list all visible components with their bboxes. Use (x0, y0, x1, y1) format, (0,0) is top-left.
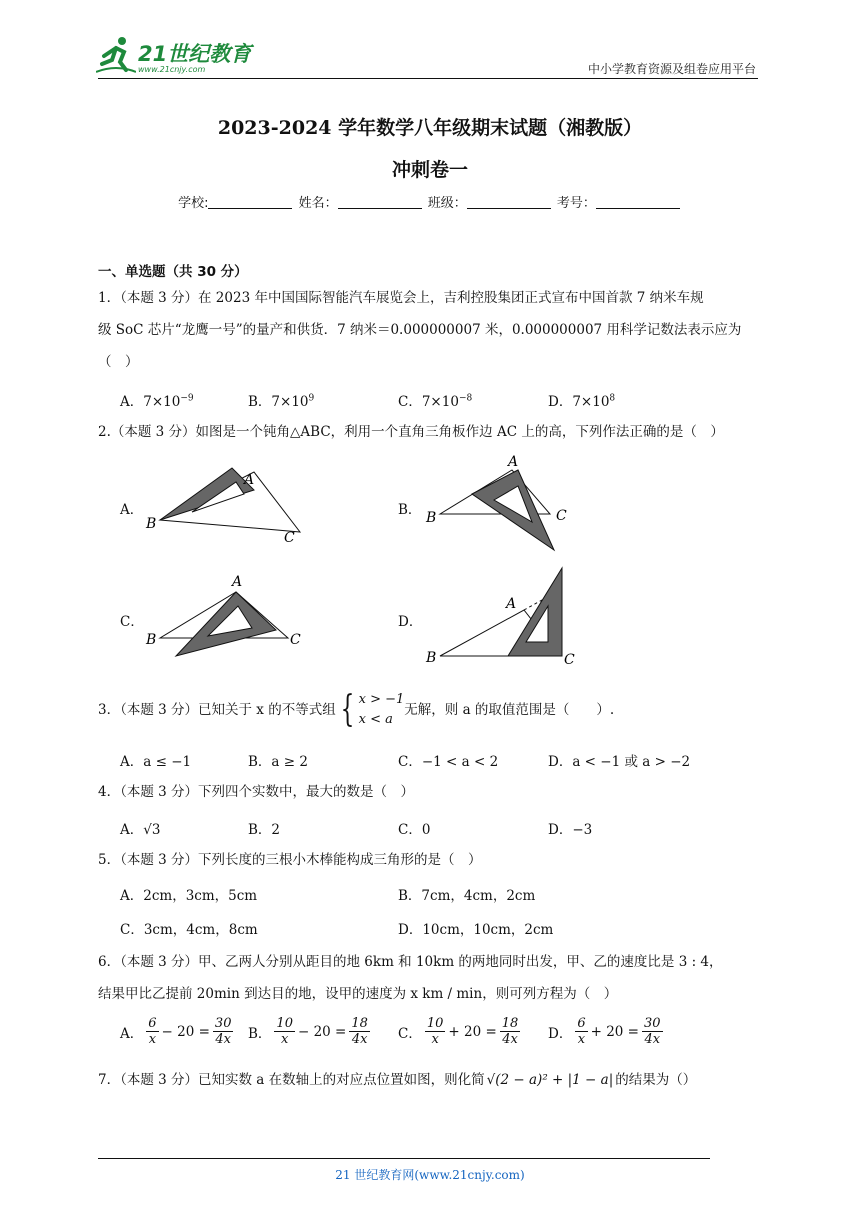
q1-option-a[interactable]: A．$7\times 10^{-9}$ (120, 393, 194, 410)
name-field[interactable] (338, 197, 422, 209)
footer-divider (98, 1158, 710, 1159)
q4-line1: 4．（本题 3 分）下列四个实数中，最大的数是（ ） (98, 784, 415, 800)
logo-text: 21世纪教育 (138, 42, 252, 66)
q5-option-d[interactable]: D．10cm，10cm，2cm (398, 922, 554, 938)
exam-no-field[interactable] (596, 197, 680, 209)
q5-option-a[interactable]: A．2cm，3cm，5cm (120, 888, 258, 904)
q4-option-d[interactable]: D．−3 (548, 822, 593, 838)
q7-suffix: 的结果为（） (615, 1072, 697, 1088)
figure-b-label-a: A (508, 454, 519, 470)
q1-line3: （ ） (98, 354, 139, 370)
q6-option-c[interactable]: C． $\frac{10}{x}$ + 20 = $\frac{18}{4x}$ (398, 1016, 519, 1047)
figure-d-set-square (508, 568, 562, 656)
q5-option-b[interactable]: B．7cm，4cm，2cm (398, 888, 536, 904)
q2-figure-d (420, 560, 590, 670)
figure-d-label-c: C (564, 652, 575, 668)
q3-option-b[interactable]: B．a ≥ 2 (248, 754, 308, 770)
class-label: 班级： (427, 196, 467, 211)
q6-line2: 结果甲比乙提前 20min 到达目的地，设甲的速度为 x km / min，则可列方程为（ ） (98, 986, 618, 1002)
q6-option-d[interactable]: D． $\frac{6}{x}$ + 20 = $\frac{30}{4x}$ (548, 1016, 661, 1047)
school-field[interactable] (208, 197, 292, 209)
q6-option-a[interactable]: A． $\frac{6}{x}$ − 20 = $\frac{30}{4x}$ (120, 1016, 232, 1047)
school-label: 学校: (178, 196, 209, 211)
q7-prefix: 7．（本题 3 分）已知实数 a 在数轴上的对应点位置如图，则化简 (98, 1072, 485, 1088)
logo (96, 34, 251, 74)
q4-option-a[interactable]: A．√3 (120, 822, 161, 838)
figure-a-label-c: C (284, 530, 295, 546)
header-divider (98, 78, 758, 79)
q2-figure-a (140, 460, 310, 550)
q2-figure-c (140, 570, 310, 660)
q7-line (98, 1070, 696, 1090)
q3-line (98, 690, 614, 730)
figure-b-label-b: B (426, 510, 437, 526)
q6-option-b[interactable]: B． $\frac{10}{x}$ − 20 = $\frac{18}{4x}$ (248, 1016, 368, 1047)
class-field[interactable] (467, 197, 551, 209)
q2-line1: 2.（本题 3 分）如图是一个钝角△ABC，利用一个直角三角板作边 AC 上的高，下列作法正确的是（ ） (98, 424, 724, 440)
q1-option-d[interactable]: D．$7\times 10^8$ (548, 393, 616, 410)
page-subtitle: 冲刺卷一 (391, 159, 468, 181)
q3-ineq1: x > −1 (358, 692, 405, 707)
figure-a-label-a: A (244, 472, 255, 488)
q4-option-c[interactable]: C．0 (398, 822, 431, 838)
q1-option-c[interactable]: C．$7\times 10^{-8}$ (398, 393, 473, 410)
q7-expression: √(2 − a)² + |1 − a| (486, 1072, 614, 1088)
q3-brace-icon: { (340, 689, 355, 730)
platform-name: 中小学教育资源及组卷应用平台 (587, 62, 756, 76)
q3-prefix: 3．（本题 3 分）已知关于 x 的不等式组 (98, 702, 336, 718)
student-info-row (0, 192, 860, 211)
figure-a-label-b: B (146, 516, 157, 532)
q2-figure-b (420, 450, 590, 560)
figure-c-label-a: A (232, 574, 243, 590)
logo-url: www.21cnjy.com (138, 65, 206, 74)
q3-suffix: 无解，则 a 的取值范围是（ ）. (404, 702, 615, 718)
q3-inequalities (359, 690, 405, 730)
exam-no-label: 考号： (556, 196, 596, 211)
figure-d-label-b: B (426, 650, 437, 666)
page-title: 2023-2024 学年数学八年级期末试题（湘教版） (217, 117, 643, 139)
figure-d-label-a: A (506, 596, 517, 612)
q1-line1: 1．（本题 3 分）在 2023 年中国国际智能汽车展览会上，吉利控股集团正式宣布中国首款 7 纳米车规 (98, 290, 704, 306)
q2-option-b-label[interactable]: B． (398, 502, 422, 518)
figure-c-label-b: B (146, 632, 157, 648)
runner-logo-icon (96, 34, 136, 74)
q3-option-a[interactable]: A．a ≤ −1 (120, 754, 192, 770)
figure-c-label-c: C (290, 632, 301, 648)
figure-b-label-c: C (556, 508, 567, 524)
q2-option-a-label[interactable]: A． (120, 502, 144, 518)
footer-link[interactable]: 21 世纪教育网(www.21cnjy.com) (335, 1168, 525, 1182)
q3-ineq2: x < a (358, 712, 393, 727)
q3-option-d[interactable]: D．a < −1 或 a > −2 (548, 754, 691, 770)
q5-line1: 5．（本题 3 分）下列长度的三根小木棒能构成三角形的是（ ） (98, 852, 482, 868)
q1-line2: 级 SoC 芯片“龙鹰一号”的量产和供货．7 纳米＝0.000000007 米，0.000000007 用科学记数法表示应为 (98, 322, 742, 338)
q2-option-d-label[interactable]: D． (398, 614, 423, 630)
q6-line1: 6．（本题 3 分）甲、乙两人分别从距目的地 6km 和 10km 的两地同时出发，甲、乙的速度比是 3 : 4， (98, 954, 723, 970)
q3-option-c[interactable]: C．−1 < a < 2 (398, 754, 499, 770)
section-heading: 一、单选题（共 30 分） (98, 264, 248, 280)
name-label: 姓名： (298, 196, 338, 211)
q2-option-c-label[interactable]: C． (120, 614, 144, 630)
q5-option-c[interactable]: C．3cm，4cm，8cm (120, 922, 258, 938)
q4-option-b[interactable]: B．2 (248, 822, 281, 838)
q1-option-b[interactable]: B．$7\times 10^9$ (248, 393, 315, 410)
